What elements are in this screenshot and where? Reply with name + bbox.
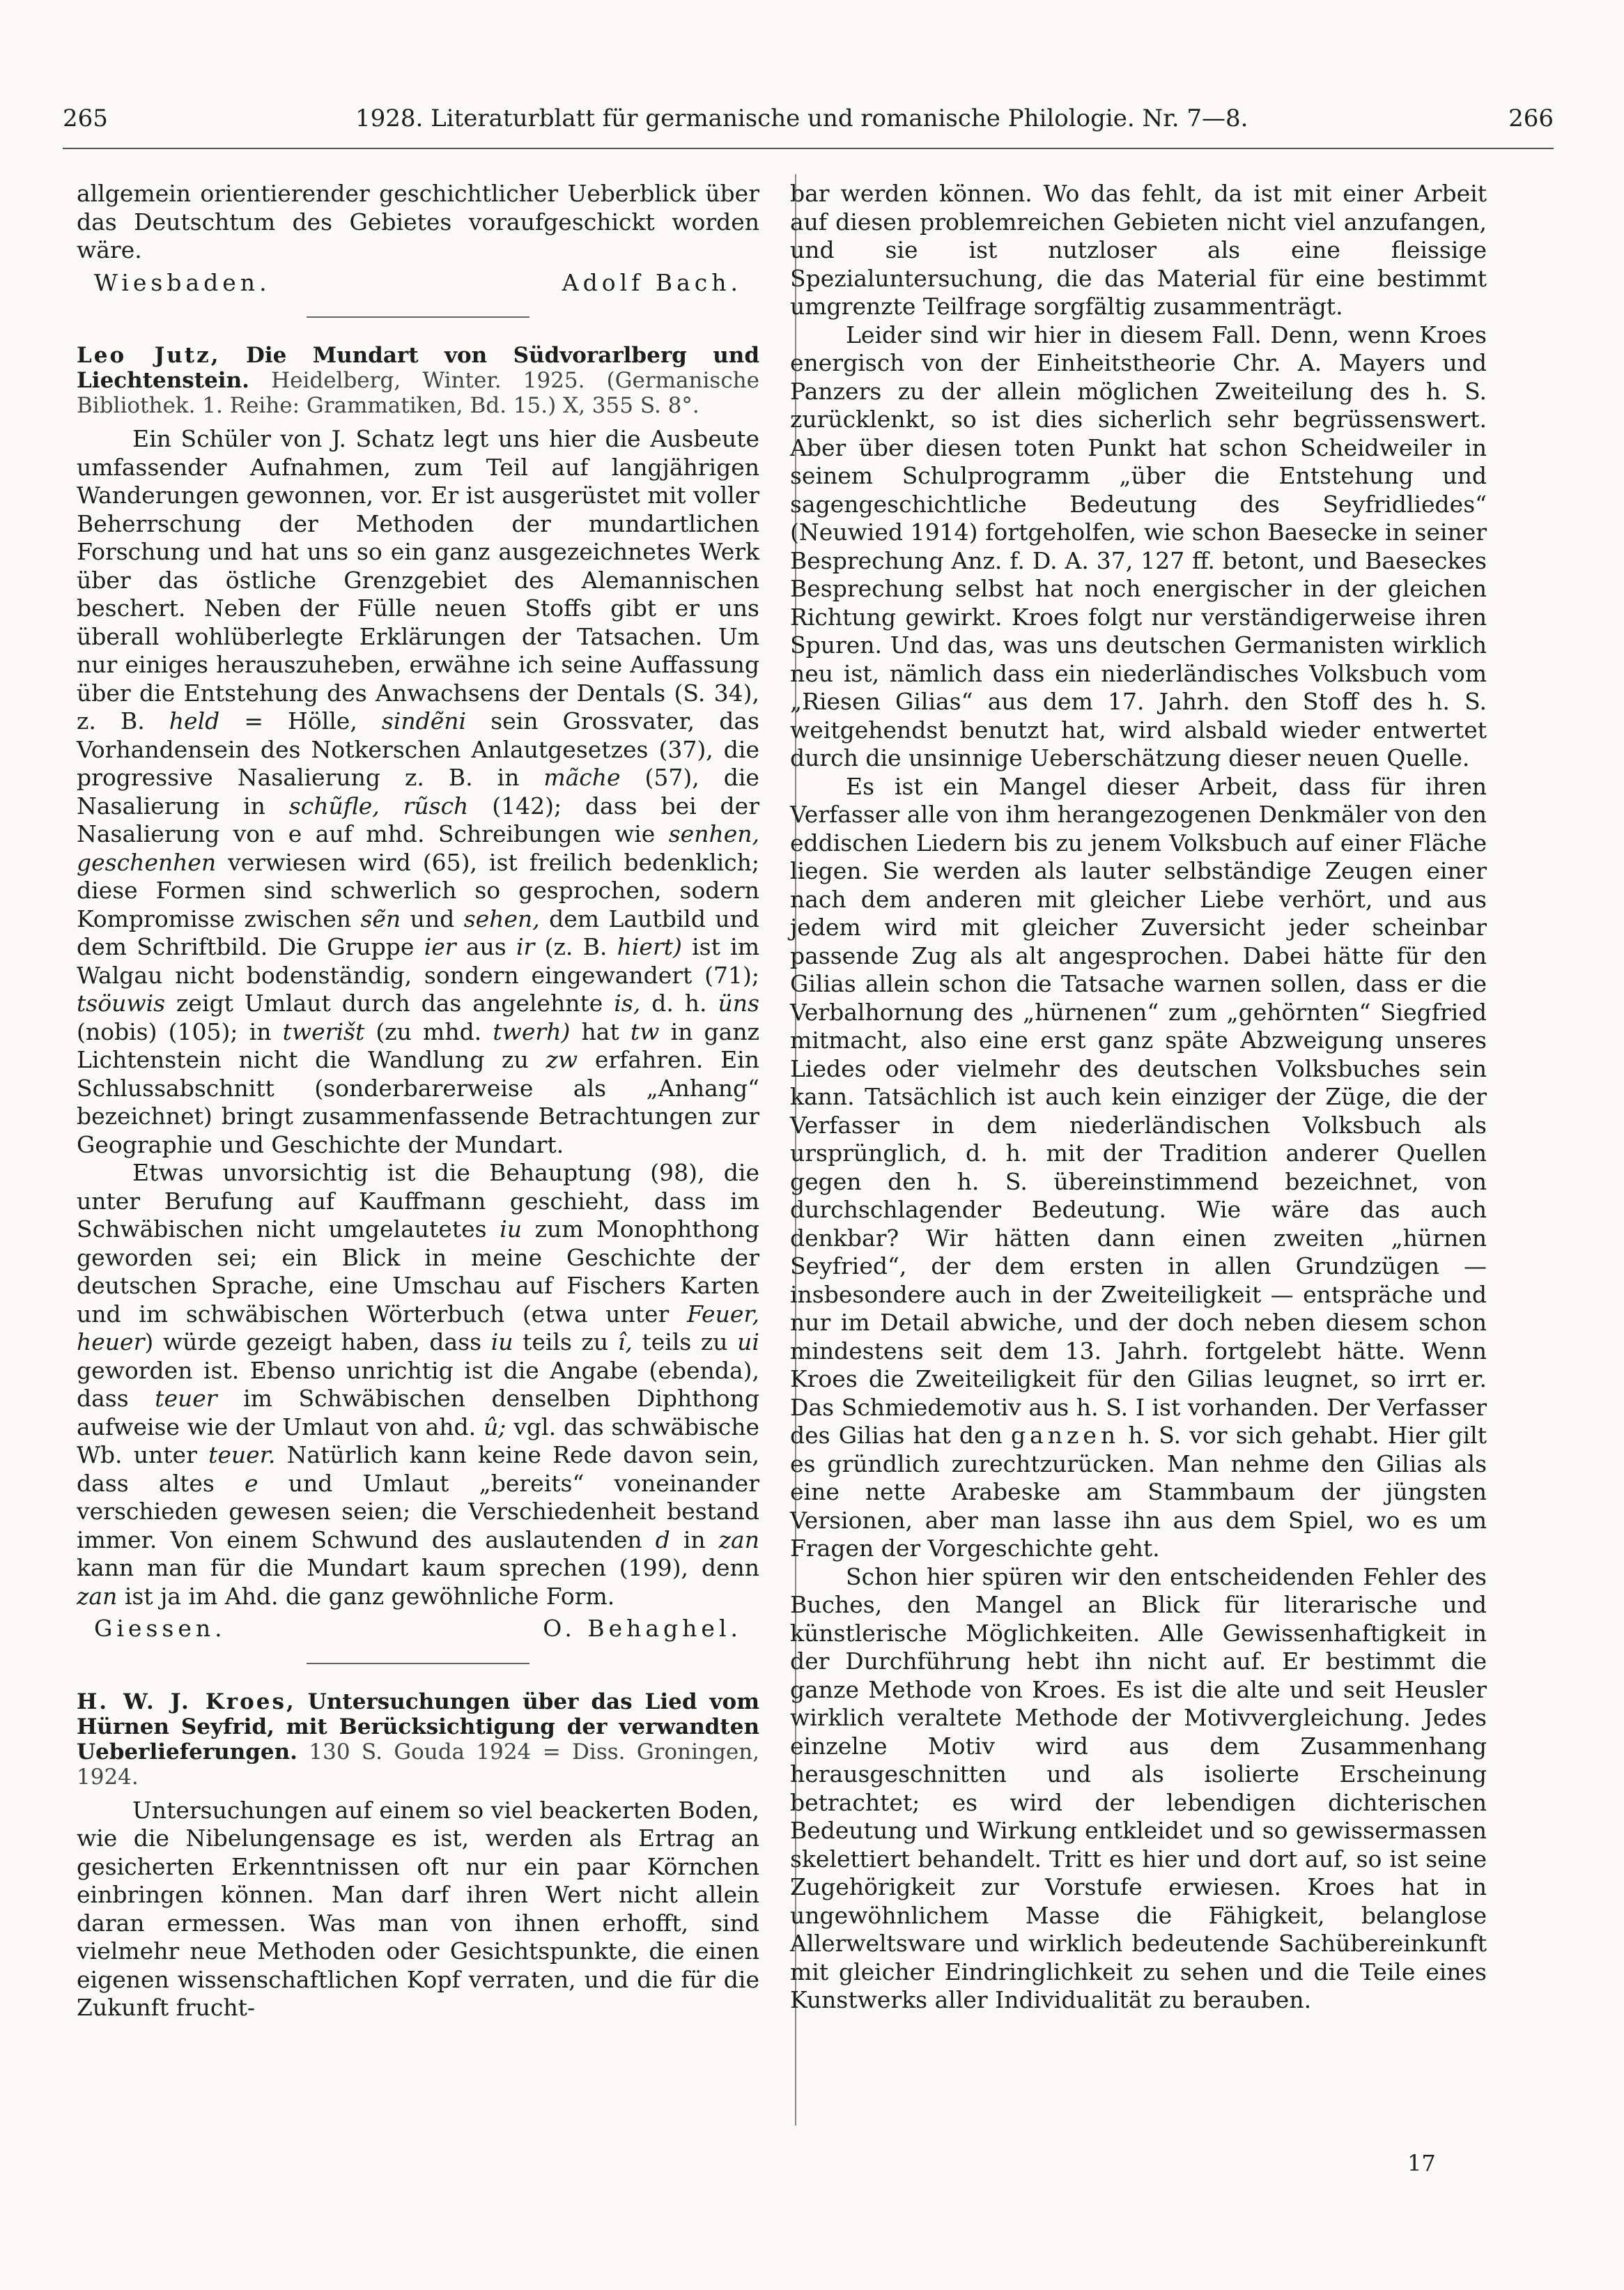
review-title: Die Mundart von Südvorarlberg und Liechtenstein. [77,343,759,393]
review-paragraph: Leider sind wir hier in diesem Fall. Denn, wenn Kroes energisch von der Einheitstheorie Chr. A. Mayers und Panzers zu der allein möglichen Zweiteilung des h. S. zurücklenkt, so ist dies sicherlich sehr begrüssenswert. Aber über diesen toten Punkt hat schon Scheidweiler in seinem Schulprogramm „über die Entstehung und sagengeschichtliche Bedeutung des Seyfridliedes“ (Neuwied 1914) fortgeholfen, wie schon Baesecke in seiner Besprechung Anz. f. D. A. 37, 127 ff. betont, und Baeseckes Besprechung selbst hat noch energischer in der gleichen Richtung gewirkt. Kroes folgt nur verständigerweise ihren Spuren. Und das, was uns deutschen Germanisten wirklich neu ist, nämlich dass ein niederländisches Volksbuch vom „Riesen Gilias“ aus dem 17. Jahrh. den Stoff des h. S. weitgehendst benutzt hat, wird alsbald wieder entwertet durch die unsinnige Ueberschätzung dieser neuen Quelle. [790,321,1487,771]
sheet-number: 17 [1407,2150,1436,2176]
section-rule [307,316,529,318]
review-publication: Heidelberg, Winter. 1925. (Germanische Bibliothek. 1. Reihe: Grammatiken, Bd. 15.) X, 355 S. 8°. [77,368,759,418]
running-header [63,105,1554,146]
continued-paragraph: bar werden können. Wo das fehlt, da ist mit einer Arbeit auf diesen problemreichen Gebieten nicht viel anzufangen, und sie ist nutzloser als eine fleissige Spezialuntersuchung, die das Material für eine bestimmt umgrenzte Teilfrage sorgfältig zusammenträgt. [790,180,1487,320]
review-author: Leo Jutz, [77,343,221,368]
signature-bach [77,269,759,298]
signature-name: O. Behaghel. [543,1615,742,1642]
signature-place: Wiesbaden. [94,268,271,296]
running-title: 1928. Literaturblatt für germanische und romanische Philologie. Nr. 7—8. [355,105,1248,132]
continued-paragraph: allgemein orientierender geschichtlicher Ueberblick über das Deutschtum des Gebietes voraufgeschickt worden wäre. [77,180,759,263]
review-heading-kroes [77,1689,759,1790]
review-paragraph: Es ist ein Mangel dieser Arbeit, dass für ihren Verfasser alle von ihm herangezogenen Denkmäler von den eddischen Liedern bis zu jenem Volksbuch auf einer Fläche liegen. Sie werden als lauter selbständige Zeugen einer nach dem anderen mit gleicher Liebe verhört, und aus jedem wird mit gleicher Zuversicht jeder scheinbar passende Zug als alt angesprochen. Dabei hätte für den Gilias allein schon die Tatsache warnen sollen, dass er die Verbalhornung des „hürnenen“ zum „gehörnten“ Siegfried mitmacht, also eine erst ganz späte Abzweigung unseres Liedes oder vielmehr des deutschen Volksbuches sein kann. Tatsächlich ist auch kein einziger der Züge, die der Verfasser in dem niederländischen Volksbuch als ursprünglich, d. h. mit der Tradition anderer Quellen gegen den h. S. übereinstimmend bezeichnet, von durchschlagender Bedeutung. Wie wäre das auch denkbar? Wir hätten dann einen zweiten „hürnen Seyfried“, der dem ersten in allen Grundzügen — insbesondere auch in der Zweiteiligkeit — entspräche und nur im Detail abwiche, und der doch neben diesem schon mindestens seit dem 13. Jahrh. fortgelebt hätte. Wenn Kroes die Zweiteiligkeit für den Gilias leugnet, so irrt er. Das Schmiedemotiv aus h. S. I ist vorhanden. Der Verfasser des Gilias hat den ganzen h. S. vor sich gehabt. Hier gilt es gründlich zurechtzurücken. Man nehme den Gilias als eine nette Arabeske am Stammbaum der jüngsten Versionen, aber man lasse ihn aus dem Spiel, wo es um Fragen der Vorgeschichte geht. [790,772,1487,1562]
review-author: H. W. J. Kroes, [77,1689,296,1714]
section-rule [307,1663,529,1664]
page-number-left: 265 [63,105,108,132]
page-number-right: 266 [1508,105,1554,132]
review-publication: 130 S. Gouda 1924 = Diss. Groningen, 1924. [77,1739,760,1790]
signature-name: Adolf Bach. [562,268,742,296]
signature-behaghel [77,1615,759,1643]
signature-place: Giessen. [94,1615,226,1642]
review-heading-jutz [77,343,759,418]
review-paragraph: Etwas unvorsichtig ist die Behauptung (98), die unter Berufung auf Kauffmann geschieht, dass im Schwäbischen nicht umgelautetes iu zum Monophthong geworden sei; ein Blick in meine Geschichte der deutschen Sprache, eine Umschau auf Fischers Karten und im schwäbischen Wörterbuch (etwa unter Feuer, heuer) würde gezeigt haben, dass iu teils zu î, teils zu ui geworden ist. Ebenso unrichtig ist die Angabe (ebenda), dass teuer im Schwäbischen denselben Diphthong aufweise wie der Umlaut von ahd. û; vgl. das schwäbische Wb. unter teuer. Natürlich kann keine Rede davon sein, dass altes e und Umlaut „bereits“ voneinander verschieden gewesen seien; die Verschiedenheit bestand immer. Von einem Schwund des auslautenden d in zan kann man für die Mundart kaum sprechen (199), denn zan ist ja im Ahd. die ganz gewöhnliche Form. [77,1159,760,1610]
left-column [77,180,759,2022]
review-paragraph: Untersuchungen auf einem so viel beackerten Boden, wie die Nibelungensage es ist, werden als Ertrag an gesicherten Erkenntnissen oft nur ein paar Körnchen einbringen können. Man darf ihren Wert nicht allein daran ermessen. Was man von ihnen erhofft, sind vielmehr neue Methoden oder Gesichtspunkte, die einen eigenen wissenschaftlichen Kopf verraten, und die für die Zukunft frucht- [77,1796,759,2021]
review-paragraph: Ein Schüler von J. Schatz legt uns hier die Ausbeute umfassender Aufnahmen, zum Teil auf langjährigen Wanderungen gewonnen, vor. Er ist ausgerüstet mit voller Beherrschung der Methoden der mundartlichen Forschung und hat uns so ein ganz ausgezeichnetes Werk über das östliche Grenzgebiet des Alemannischen beschert. Neben der Fülle neuen Stoffs gibt er uns überall wohlüberlegte Erklärungen der Tatsachen. Um nur einiges herauszuheben, erwähne ich seine Auffassung über die Entstehung des Anwachsens der Dentals (S. 34), z. B. held = Hölle, sindẽni sein Grossvater, das Vorhandensein des Notkerschen Anlautgesetzes (37), die progressive Nasalierung z. B. in mãche (57), die Nasalierung in schũfle, rũsch (142); dass bei der Nasalierung von e auf mhd. Schreibungen wie senhen, geschenhen verwiesen wird (65), ist freilich bedenklich; diese Formen sind schwerlich so gesprochen, sodern Kompromisse zwischen sẽn und sehen, dem Lautbild und dem Schriftbild. Die Gruppe ier aus ir (z. B. hiert) ist im Walgau nicht bodenständig, sondern eingewandert (71); tsöuwis zeigt Umlaut durch das angelehnte is, d. h. üns (nobis) (105); in twerišt (zu mhd. twerh) hat tw in ganz Lichtenstein nicht die Wandlung zu zw erfahren. Ein Schlussabschnitt (sonderbarerweise als „Anhang“ bezeichnet) bringt zusammenfassende Betrachtungen zur Geographie und Geschichte der Mundart. [77,425,760,1158]
header-rule [63,148,1554,149]
right-column [790,180,1487,2015]
review-title: Untersuchungen über das Lied vom Hürnen Seyfrid, mit Berücksichtigung der verwandten Ueberlieferungen. [77,1689,759,1765]
review-paragraph: Schon hier spüren wir den entscheidenden Fehler des Buches, den Mangel an Blick für literarische und künstlerische Möglichkeiten. Alle Gewissenhaftigkeit in der Durchführung hebt ihn nicht auf. Er bestimmt die ganze Methode von Kroes. Es ist die alte und seit Heusler wirklich veraltete Methode der Motivvergleichung. Jedes einzelne Motiv wird aus dem Zusammenhang herausgeschnitten und als isolierte Erscheinung betrachtet; es wird der lebendigen dichterischen Bedeutung und Wirkung entkleidet und so gewissermassen skelettiert behandelt. Tritt es hier und dort auf, so ist seine Zugehörigkeit zur Vorstufe erwiesen. Kroes hat in ungewöhnlichem Masse die Fähigkeit, belanglose Allerweltsware und wirklich bedeutende Sachübereinkunft mit gleicher Eindringlichkeit zu sehen und die Teile eines Kunstwerks aller Individualität zu berauben. [790,1562,1487,2013]
